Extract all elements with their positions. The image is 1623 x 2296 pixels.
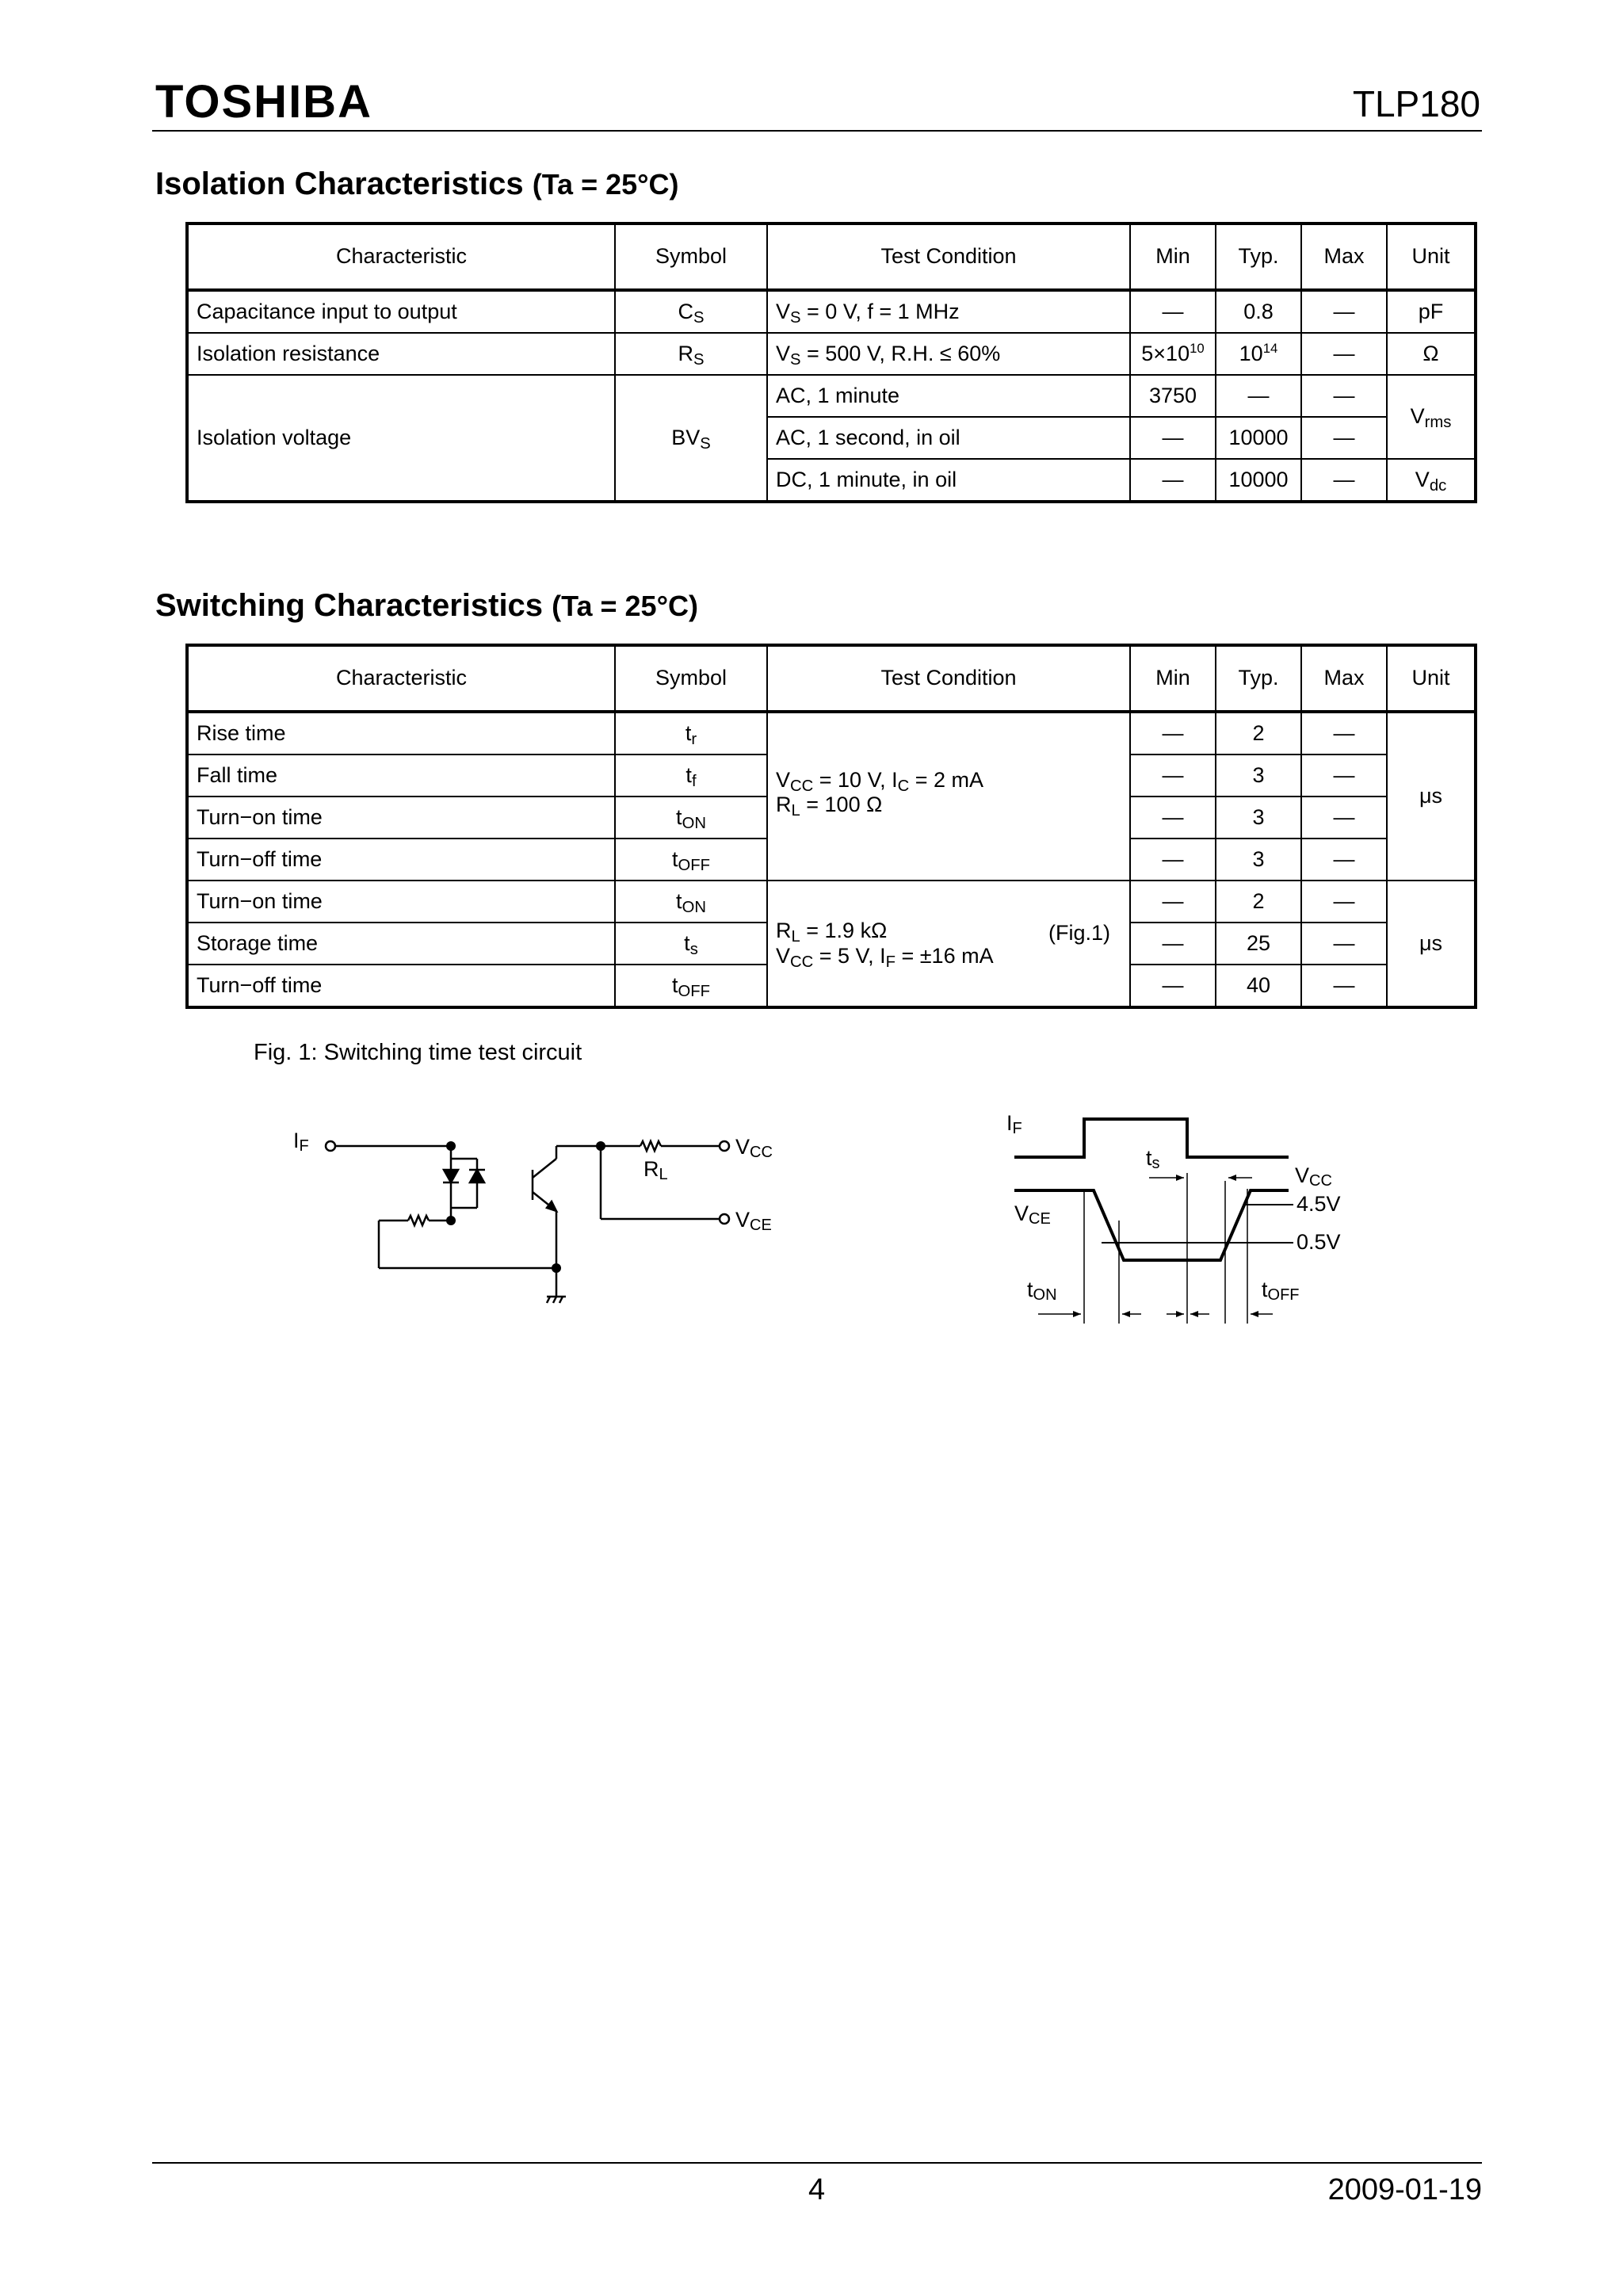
max-cell: — [1301, 797, 1387, 839]
symbol-cell: $t_r$ [615, 712, 767, 755]
switching-table [185, 644, 1477, 1009]
switching-title [155, 590, 698, 621]
characteristic-cell: Fall time [187, 755, 615, 797]
symbol-cell: $C_S$ [615, 290, 767, 333]
waveform-label-ts: ts [1146, 1146, 1160, 1172]
symbol-cell: $R_S$ [615, 333, 767, 375]
condition-cell: $V_{CC} = 10$ V, $I_C = 2$ mA $R_L = 100$ Ω [767, 712, 1130, 881]
waveform-label-vcc: VCC [1295, 1163, 1332, 1190]
isolation-title [155, 168, 679, 200]
min-cell: 3750 [1130, 375, 1216, 417]
test-circuit-diagram [285, 1110, 808, 1316]
unit-cell: Ω [1387, 333, 1476, 375]
min-cell: $5\times 10^{10}$ [1130, 333, 1216, 375]
min-cell: — [1130, 923, 1216, 965]
circuit-label-rl: RL [643, 1157, 668, 1183]
column-header: Unit [1387, 223, 1476, 290]
column-header: Test Condition [767, 645, 1130, 712]
typ-cell: 10000 [1216, 417, 1301, 459]
max-cell: — [1301, 290, 1387, 333]
table-header-row [187, 645, 1476, 712]
waveform-label-0-5v: 0.5V [1296, 1230, 1341, 1254]
circuit-label-vcc: VCC [735, 1135, 773, 1161]
header-rule [152, 130, 1482, 132]
waveform-label-4-5v: 4.5V [1296, 1192, 1341, 1216]
symbol-cell: $t_{OFF}$ [615, 965, 767, 1007]
table-row [187, 881, 1476, 923]
part-number: TLP180 [1352, 83, 1480, 124]
characteristic-cell: Isolation voltage [187, 375, 615, 502]
typ-cell: 25 [1216, 923, 1301, 965]
column-header: Characteristic [187, 645, 615, 712]
min-cell: — [1130, 290, 1216, 333]
symbol-cell: $BV_S$ [615, 375, 767, 502]
max-cell: — [1301, 417, 1387, 459]
isolation-table [185, 222, 1477, 503]
column-header: Characteristic [187, 223, 615, 290]
typ-cell: 40 [1216, 965, 1301, 1007]
typ-cell: 10000 [1216, 459, 1301, 502]
unit-cell: $V_{rms}$ [1387, 375, 1476, 459]
page-number: 4 [808, 2173, 826, 2206]
circuit-label-if: IF [293, 1129, 309, 1155]
unit-cell: μs [1387, 712, 1476, 881]
min-cell: — [1130, 417, 1216, 459]
isolation-title-condition: (Ta = 25°C) [532, 168, 679, 201]
min-cell: — [1130, 965, 1216, 1007]
switching-waveform-diagram [999, 1102, 1363, 1339]
table-row [187, 712, 1476, 755]
min-cell: — [1130, 755, 1216, 797]
typ-cell: 2 [1216, 712, 1301, 755]
typ-cell: 2 [1216, 881, 1301, 923]
min-cell: — [1130, 459, 1216, 502]
characteristic-cell: Turn−on time [187, 881, 615, 923]
condition-cell: AC, 1 minute [767, 375, 1130, 417]
symbol-cell: $t_{ON}$ [615, 797, 767, 839]
max-cell: — [1301, 965, 1387, 1007]
max-cell: — [1301, 881, 1387, 923]
characteristic-cell: Turn−off time [187, 965, 615, 1007]
waveform-label-toff: tOFF [1262, 1278, 1300, 1304]
table-row [187, 290, 1476, 333]
symbol-cell: $t_f$ [615, 755, 767, 797]
typ-cell: 3 [1216, 839, 1301, 881]
toshiba-logo: TOSHIBA [155, 76, 372, 128]
unit-cell: μs [1387, 881, 1476, 1007]
max-cell: — [1301, 712, 1387, 755]
footer-rule [152, 2162, 1482, 2164]
column-header: Max [1301, 223, 1387, 290]
condition-cell: AC, 1 second, in oil [767, 417, 1130, 459]
figure-reference: (Fig.1) [1048, 921, 1110, 945]
max-cell: — [1301, 375, 1387, 417]
condition-cell: $R_L = 1.9$ kΩ $V_{CC} = 5$ V, $I_F = \pm 16$ mA (Fig.1) [767, 881, 1130, 1007]
waveform-label-ton: tON [1027, 1278, 1057, 1304]
min-cell: — [1130, 881, 1216, 923]
isolation-title-text: Isolation Characteristics [155, 166, 524, 201]
characteristic-cell: Rise time [187, 712, 615, 755]
column-header: Max [1301, 645, 1387, 712]
column-header: Min [1130, 645, 1216, 712]
characteristic-cell: Isolation resistance [187, 333, 615, 375]
symbol-cell: $t_{OFF}$ [615, 839, 767, 881]
column-header: Symbol [615, 223, 767, 290]
typ-cell: $10^{14}$ [1216, 333, 1301, 375]
condition-cell: $V_S = 0$ V, f = 1 MHz [767, 290, 1130, 333]
switching-title-text: Switching Characteristics [155, 588, 544, 623]
column-header: Symbol [615, 645, 767, 712]
waveform-label-if: IF [1006, 1111, 1022, 1137]
characteristic-cell: Capacitance input to output [187, 290, 615, 333]
characteristic-cell: Turn−off time [187, 839, 615, 881]
max-cell: — [1301, 755, 1387, 797]
symbol-cell: $t_s$ [615, 923, 767, 965]
table-header-row [187, 223, 1476, 290]
column-header: Typ. [1216, 645, 1301, 712]
characteristic-cell: Turn−on time [187, 797, 615, 839]
typ-cell: 3 [1216, 755, 1301, 797]
table-row [187, 375, 1476, 417]
column-header: Min [1130, 223, 1216, 290]
unit-cell: pF [1387, 290, 1476, 333]
circuit-label-vce: VCE [735, 1208, 772, 1234]
symbol-cell: $t_{ON}$ [615, 881, 767, 923]
typ-cell: 3 [1216, 797, 1301, 839]
table-row [187, 333, 1476, 375]
column-header: Unit [1387, 645, 1476, 712]
waveform-label-vce: VCE [1014, 1201, 1051, 1228]
typ-cell: — [1216, 375, 1301, 417]
figure-caption: Fig. 1: Switching time test circuit [254, 1040, 582, 1065]
max-cell: — [1301, 839, 1387, 881]
max-cell: — [1301, 459, 1387, 502]
characteristic-cell: Storage time [187, 923, 615, 965]
column-header: Test Condition [767, 223, 1130, 290]
max-cell: — [1301, 923, 1387, 965]
max-cell: — [1301, 333, 1387, 375]
column-header: Typ. [1216, 223, 1301, 290]
min-cell: — [1130, 797, 1216, 839]
unit-cell: $V_{dc}$ [1387, 459, 1476, 502]
condition-cell: DC, 1 minute, in oil [767, 459, 1130, 502]
min-cell: — [1130, 712, 1216, 755]
min-cell: — [1130, 839, 1216, 881]
condition-cell: $V_S = 500$ V, R.H. ≤ 60% [767, 333, 1130, 375]
document-date: 2009-01-19 [1327, 2173, 1482, 2206]
switching-title-condition: (Ta = 25°C) [552, 590, 698, 622]
typ-cell: 0.8 [1216, 290, 1301, 333]
